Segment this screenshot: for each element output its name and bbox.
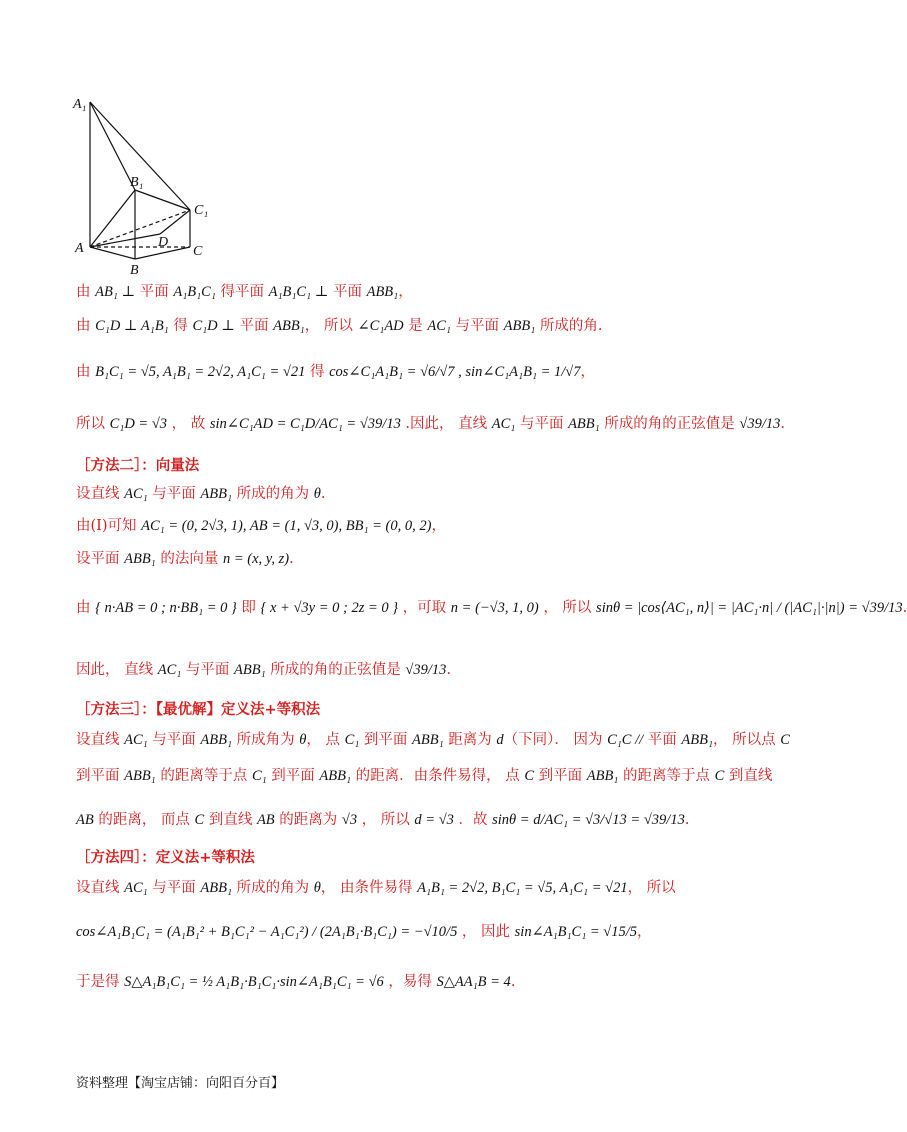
text-segment: ［方法四］：定义法+等积法 (76, 850, 255, 866)
math-expression: ABB₁ (412, 732, 444, 748)
edge-d-c1 (160, 210, 190, 234)
math-expression: ∠C₁AD (357, 318, 404, 334)
text-segment: 的距离．由条件易得， 点 (351, 768, 525, 784)
math-expression: B₁C₁ = √5, A₁B₁ = 2√2, A₁C₁ = √21 (95, 364, 306, 380)
math-expression: C (194, 812, 205, 828)
math-expression: sin∠A₁B₁C₁ = √15/5 (514, 924, 638, 940)
text-segment: 由(I)可知 (76, 518, 142, 534)
math-expression: d = √3 (414, 812, 454, 828)
text-line (76, 316, 603, 336)
math-expression: θ (299, 732, 307, 748)
math-expression: C (780, 732, 790, 748)
math-expression: C₁ (344, 732, 360, 748)
math-expression: C (524, 768, 535, 784)
math-expression: ABB₁ (586, 768, 619, 784)
label-a1: A₁ (73, 97, 87, 112)
math-expression: A₁B₁C₁ (173, 284, 216, 300)
text-segment: 设平面 (76, 551, 125, 567)
text-line (76, 878, 676, 898)
text-segment: ， (398, 284, 413, 300)
text-line (76, 516, 446, 536)
text-segment: 是 (403, 318, 428, 334)
text-segment: 与平面 (147, 732, 201, 748)
label-d: D (158, 235, 169, 250)
text-segment: ，可取 (398, 600, 451, 616)
text-segment: 的距离等于点 (155, 768, 252, 784)
math-expression: { x + √3y = 0 ; 2z = 0 } (260, 600, 399, 616)
section-heading (76, 848, 255, 868)
text-segment: 由 (76, 284, 96, 300)
text-segment: 到直线 (724, 768, 773, 784)
text-segment: 设直线 (76, 486, 125, 502)
text-segment: . (289, 551, 294, 567)
text-segment: ［方法三］：【最优解】定义法+等积法 (76, 702, 321, 718)
text-segment: 所成的角的正弦值是 (265, 662, 406, 678)
math-expression: √39/13 (739, 416, 781, 432)
text-segment: 平面 (135, 284, 174, 300)
math-expression: AC₁ = (0, 2√3, 1), AB = (1, √3, 0), BB₁ = (0, 0, 2) (141, 518, 432, 534)
text-segment: 由 (76, 318, 96, 334)
math-expression: ABB₁ (200, 732, 233, 748)
text-segment: 所成的角的正弦值是 (599, 416, 740, 432)
text-segment: 所成角为 (232, 732, 300, 748)
math-expression: ABB₁ (319, 768, 352, 784)
text-segment: 得 (168, 318, 193, 334)
text-segment: ， (431, 518, 446, 534)
math-expression: ABB₁ (366, 284, 399, 300)
math-expression: AC₁ (157, 662, 182, 678)
text-segment: ， 所以 (627, 880, 676, 896)
math-expression: ABB₁ (273, 318, 305, 334)
text-segment: . (780, 416, 786, 432)
text-segment: 的距离为 (274, 812, 342, 828)
text-segment: ．故 (453, 812, 493, 828)
text-segment: ， (637, 924, 652, 940)
math-expression: ABB₁ (503, 318, 536, 334)
text-segment: . (902, 600, 907, 616)
text-line (76, 810, 689, 830)
text-line (76, 414, 785, 434)
text-segment: 所成的角. (535, 318, 603, 334)
edge-a1-c1 (90, 102, 190, 210)
text-segment: 的法向量 (155, 551, 223, 567)
text-segment: 到平面 (534, 768, 587, 784)
text-line (76, 922, 652, 942)
math-expression: C₁ (251, 768, 267, 784)
text-segment: 距离为 (443, 732, 497, 748)
text-line (76, 484, 325, 504)
text-line (76, 730, 790, 750)
text-segment: 与平面 (515, 416, 569, 432)
text-segment: 到直线 (204, 812, 257, 828)
text-segment: 平面 (328, 284, 367, 300)
math-expression: AC₁ (427, 318, 451, 334)
math-expression: AC₁ (124, 732, 148, 748)
math-expression: A₁B₁C₁ ⊥ (268, 284, 329, 300)
text-line (76, 282, 413, 302)
math-expression: sinθ = d/AC₁ = √3/√13 = √39/13 (492, 812, 685, 828)
text-segment: ， 所以点 (713, 732, 781, 748)
math-expression: A₁B₁ = 2√2, B₁C₁ = √5, A₁C₁ = √21 (417, 880, 628, 896)
text-line (76, 549, 294, 569)
text-line (76, 362, 595, 382)
math-expression: d (496, 732, 504, 748)
math-expression: √3 (341, 812, 358, 828)
text-segment: ， 因此 (457, 924, 515, 940)
math-expression: n = (−√3, 1, 0) (450, 600, 539, 616)
text-segment: 与平面 (181, 662, 235, 678)
text-segment: 所以 (76, 416, 110, 432)
edge-a1-b1 (90, 102, 135, 190)
text-segment: 所成的角为 (232, 486, 314, 502)
text-segment: ， 所以 (304, 318, 358, 334)
math-expression: C₁D = √3 (109, 416, 168, 432)
label-a: A (75, 241, 84, 256)
math-expression: S△AA₁B = 4 (436, 974, 511, 990)
math-expression: C₁D ⊥ A₁B₁ (95, 318, 169, 334)
text-segment: ， 点 (306, 732, 345, 748)
text-segment: 由 (76, 600, 96, 616)
math-expression: AB (76, 812, 94, 828)
math-expression: ABB₁ (200, 486, 233, 502)
math-expression: C₁D ⊥ (192, 318, 235, 334)
math-expression: n = (x, y, z) (222, 551, 290, 567)
text-segment: ， 所以 (538, 600, 597, 616)
label-b: B (130, 263, 139, 278)
text-segment: 于是得 (76, 974, 125, 990)
text-segment: .因此， 直线 (400, 416, 492, 432)
math-expression: AC₁ (124, 486, 148, 502)
math-expression: AB (256, 812, 275, 828)
text-segment: 得 (305, 364, 330, 380)
math-expression: AB₁ ⊥ (95, 284, 136, 300)
text-segment: 设直线 (76, 732, 125, 748)
text-segment: ， 故 (167, 416, 210, 432)
math-expression: cos∠C₁A₁B₁ = √6/√7 , sin∠C₁A₁B₁ = 1/√7 (329, 364, 581, 380)
text-segment: . (446, 662, 451, 678)
text-segment: ［方法二］：向量法 (76, 458, 200, 474)
text-segment: 得平面 (215, 284, 269, 300)
text-segment: ，易得 (383, 974, 437, 990)
math-expression: AC₁ (124, 880, 148, 896)
text-segment: 到平面 (76, 768, 125, 784)
text-segment: 与平面 (147, 486, 201, 502)
label-b1: B₁ (130, 175, 144, 190)
edge-a-d (90, 234, 160, 247)
text-line (76, 972, 515, 992)
text-segment: 所成的角为 (232, 880, 314, 896)
section-heading (76, 456, 199, 476)
math-expression: sinθ = |cos⟨AC₁, n⟩| = |AC₁·n| / (|AC₁|·|n|) = √39/13 (596, 600, 903, 616)
text-line (76, 598, 907, 618)
text-segment: 由 (76, 364, 96, 380)
section-heading (76, 700, 320, 720)
edge-b1-c1 (135, 190, 190, 210)
label-c1: C₁ (194, 203, 209, 218)
footer-note: 资料整理【淘宝店铺：向阳百分百】 (76, 1076, 285, 1091)
text-segment: 到平面 (266, 768, 320, 784)
math-expression: ABB₁ (124, 551, 156, 567)
prism-figure (70, 92, 220, 277)
math-expression: ABB₁ (234, 662, 266, 678)
text-segment: 的距离等于点 (618, 768, 715, 784)
text-segment: . (684, 812, 690, 828)
text-segment: ， (580, 364, 596, 380)
text-segment: ， 所以 (357, 812, 415, 828)
text-segment: 与平面 (147, 880, 201, 896)
text-segment: . (320, 486, 326, 502)
text-line (76, 766, 772, 786)
math-expression: ABB₁ (200, 880, 233, 896)
text-segment: 到平面 (359, 732, 413, 748)
math-expression: { n·AB = 0 ; n·BB₁ = 0 } (95, 600, 237, 616)
math-expression: ABB₁ (124, 768, 156, 784)
label-c: C (193, 244, 203, 259)
math-expression: C (714, 768, 725, 784)
text-segment: 平面 (643, 732, 682, 748)
math-expression: √39/13 (405, 662, 447, 678)
text-segment: 设直线 (76, 880, 125, 896)
text-segment: （下同）． 因为 (503, 732, 608, 748)
text-segment: ， 由条件易得 (320, 880, 418, 896)
math-expression: cos∠A₁B₁C₁ = (A₁B₁² + B₁C₁² − A₁C₁²) / (2A₁B₁·B₁C₁) = −√10/5 (76, 924, 458, 940)
edge-a-b (90, 247, 135, 259)
text-segment: 因此， 直线 (76, 662, 158, 678)
text-line (76, 660, 451, 680)
text-segment: . (510, 974, 516, 990)
text-segment: 即 (236, 600, 261, 616)
text-segment: 与平面 (450, 318, 504, 334)
math-expression: θ (313, 880, 321, 896)
math-expression: sin∠C₁AD = C₁D/AC₁ = √39/13 (209, 416, 401, 432)
math-expression: ABB₁ (568, 416, 600, 432)
math-expression: θ (313, 486, 321, 502)
math-expression: S△A₁B₁C₁ = ½ A₁B₁·B₁C₁·sin∠A₁B₁C₁ = √6 (124, 974, 384, 990)
text-segment: 的距离， 而点 (93, 812, 195, 828)
text-segment: 平面 (234, 318, 274, 334)
math-expression: AC₁ (491, 416, 516, 432)
math-expression: C₁C // (607, 732, 644, 748)
math-expression: ABB₁ (681, 732, 714, 748)
